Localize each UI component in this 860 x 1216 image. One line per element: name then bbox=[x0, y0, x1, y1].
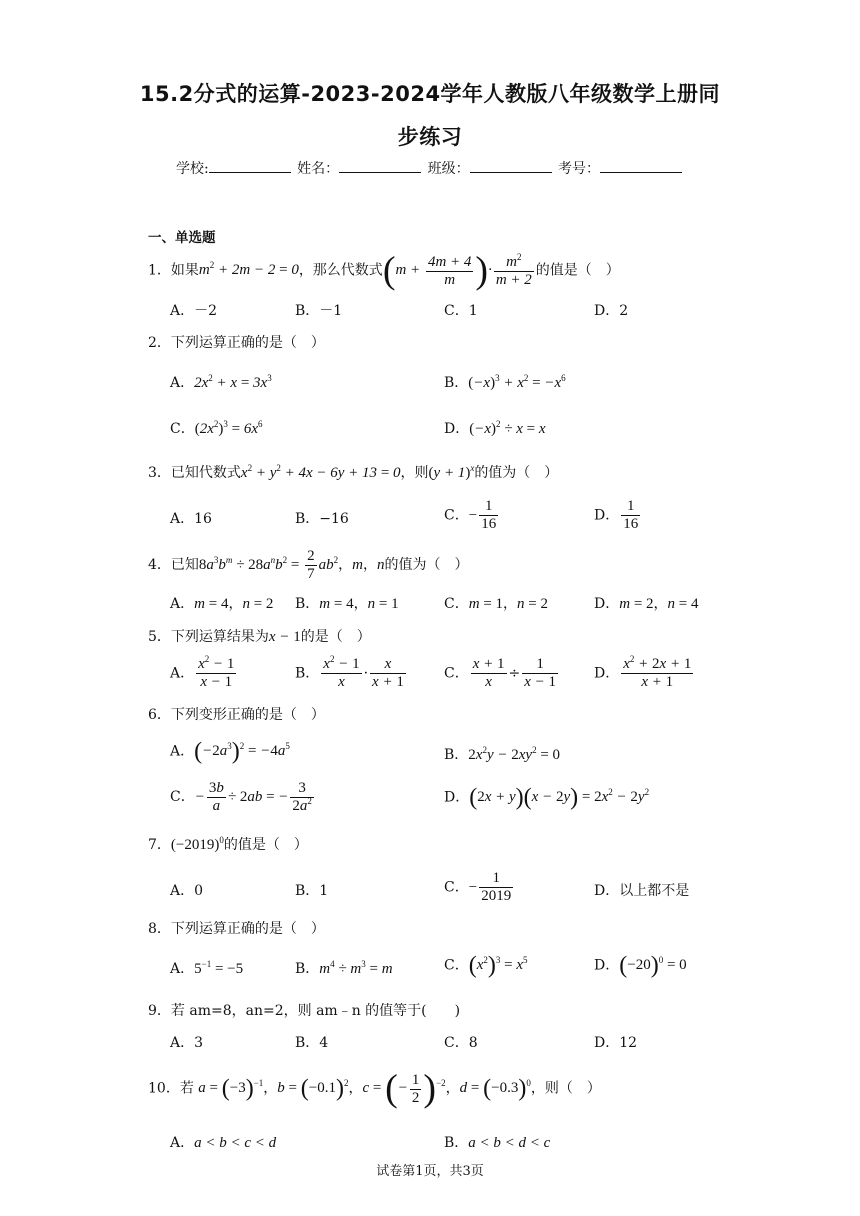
name-label: 姓名： bbox=[297, 161, 340, 177]
page-title-continued: 步练习 bbox=[397, 125, 463, 149]
school-label: 学校: bbox=[175, 161, 209, 177]
class-label: 班级： bbox=[427, 161, 470, 177]
q8-option-d[interactable]: D．$(-20)^0 = 0$ bbox=[594, 953, 687, 979]
q6-option-b[interactable]: B．$2x^2y - 2xy^2 = 0$ bbox=[444, 745, 561, 763]
q3-option-c[interactable]: C．− $\frac{1}{16}$ bbox=[444, 498, 497, 532]
page-footer: 试卷第1页，共3页 bbox=[376, 1164, 484, 1179]
question-8: 8．下列运算正确的是（ ） bbox=[148, 921, 325, 937]
q9-option-c[interactable]: C．8 bbox=[444, 1035, 478, 1051]
q4-option-a[interactable]: A．m = 4，n = 2 bbox=[170, 596, 274, 612]
q4-option-b[interactable]: B．m = 4，n = 1 bbox=[295, 596, 399, 612]
q7-option-a[interactable]: A．0 bbox=[170, 883, 204, 899]
q6-option-a[interactable]: A．$(-2a^3)^2 = -4a^5$ bbox=[170, 739, 290, 765]
page-title: 15.2分式的运算-2023-2024学年人教版八年级数学上册同 bbox=[139, 82, 721, 106]
q4-option-c[interactable]: C．m = 1，n = 2 bbox=[444, 596, 548, 612]
q9-option-a[interactable]: A．3 bbox=[170, 1035, 204, 1051]
question-9: 9．若 am=8，an=2，则 am﹣n 的值等于( ) bbox=[148, 1003, 461, 1019]
q6-option-d[interactable]: D．$(2x + y)(x - 2y) = 2x^2 - 2y^2$ bbox=[444, 785, 650, 811]
q1-option-a[interactable]: A．－2 bbox=[170, 303, 218, 319]
question-4: 4．已知$8a^3b^m \div 28a^nb^2$ = $\frac{2}{7}$ $ab^2$，m，n的值为（ ） bbox=[148, 548, 469, 582]
q1-option-d[interactable]: D．2 bbox=[594, 303, 629, 319]
q7-option-d[interactable]: D．以上都不是 bbox=[594, 883, 690, 899]
q5-option-b[interactable]: B． $\frac{x^2 - 1}{x}$ · $\frac{x}{x + 1}$ bbox=[295, 654, 404, 690]
q2-option-d[interactable]: D．$(-x)^2 \div x = x$ bbox=[444, 419, 546, 437]
q4-option-d[interactable]: D．m = 2，n = 4 bbox=[594, 596, 699, 612]
q7-option-c[interactable]: C．− $\frac{1}{2019}$ bbox=[444, 870, 512, 904]
q8-option-b[interactable]: B．$m^4 \div m^3 = m$ bbox=[295, 959, 393, 977]
q9-option-b[interactable]: B．4 bbox=[295, 1035, 329, 1051]
name-blank[interactable] bbox=[339, 158, 421, 173]
q2-option-a[interactable]: A．$2x^2 + x = 3x^3$ bbox=[170, 373, 272, 391]
q3-option-d[interactable]: D． $\frac{1}{16}$ bbox=[594, 498, 639, 532]
question-6: 6．下列变形正确的是（ ） bbox=[148, 707, 325, 723]
exam-no-blank[interactable] bbox=[600, 158, 682, 173]
q1-option-c[interactable]: C．1 bbox=[444, 303, 478, 319]
q1-option-b[interactable]: B．－1 bbox=[295, 303, 343, 319]
section-heading: 一、单选题 bbox=[148, 230, 216, 246]
question-7: 7．$(-2019)^0$的值是（ ） bbox=[148, 835, 308, 853]
question-2: 2．下列运算正确的是（ ） bbox=[148, 335, 325, 351]
school-blank[interactable] bbox=[209, 158, 291, 173]
q6-option-c[interactable]: C．− $\frac{3b}{a}$ ÷ 2ab = − $\frac{3}{2a^2}$ bbox=[170, 780, 312, 814]
student-info-line bbox=[0, 158, 860, 178]
q9-option-d[interactable]: D．12 bbox=[594, 1035, 638, 1051]
q2-option-c[interactable]: C．$(2x^2)^3 = 6x^6$ bbox=[170, 419, 263, 437]
q10-option-b[interactable]: B．a < b < d < c bbox=[444, 1135, 551, 1151]
q3-option-b[interactable]: B．−16 bbox=[295, 511, 349, 527]
q2-option-b[interactable]: B．$(-x)^3 + x^2 = -x^6$ bbox=[444, 373, 566, 391]
class-blank[interactable] bbox=[470, 158, 552, 173]
q5-option-c[interactable]: C． $\frac{x + 1}{x}$ ÷ $\frac{1}{x - 1}$ bbox=[444, 656, 557, 690]
q5-option-a[interactable]: A． $\frac{x^2 - 1}{x - 1}$ bbox=[170, 654, 235, 690]
q8-option-a[interactable]: A．$5^{-1} = -5$ bbox=[170, 959, 244, 977]
q8-option-c[interactable]: C．$(x^2)^3 = x^5$ bbox=[444, 953, 528, 979]
question-3: 3．已知代数式$x^2 + y^2 + 4x - 6y + 13 = 0$，则$(y + 1)^x$的值为（ ） bbox=[148, 463, 559, 481]
q5-option-d[interactable]: D． $\frac{x^2 + 2x + 1}{x + 1}$ bbox=[594, 654, 692, 690]
q7-option-b[interactable]: B．1 bbox=[295, 883, 329, 899]
q10-option-a[interactable]: A．a < b < c < d bbox=[170, 1135, 277, 1151]
exam-no-label: 考号： bbox=[558, 161, 601, 177]
question-5: 5．下列运算结果为x − 1的是（ ） bbox=[148, 629, 371, 645]
q3-option-a[interactable]: A．16 bbox=[170, 511, 212, 527]
question-1: 1．如果$m^2 + 2m - 2 = 0$，那么代数式(m + $\frac{4m + 4}{m}$ )· $\frac{m^2}{m + 2}$ 的值是（ ） bbox=[148, 250, 620, 292]
question-10: 10．若 $a = (-3)^{-1}$，$b = (-0.1)^2$，c = (− $\frac{1}{2}$ )$^{-2}$，$d = (-0.3)^0$，则（ ） bbox=[148, 1068, 601, 1110]
